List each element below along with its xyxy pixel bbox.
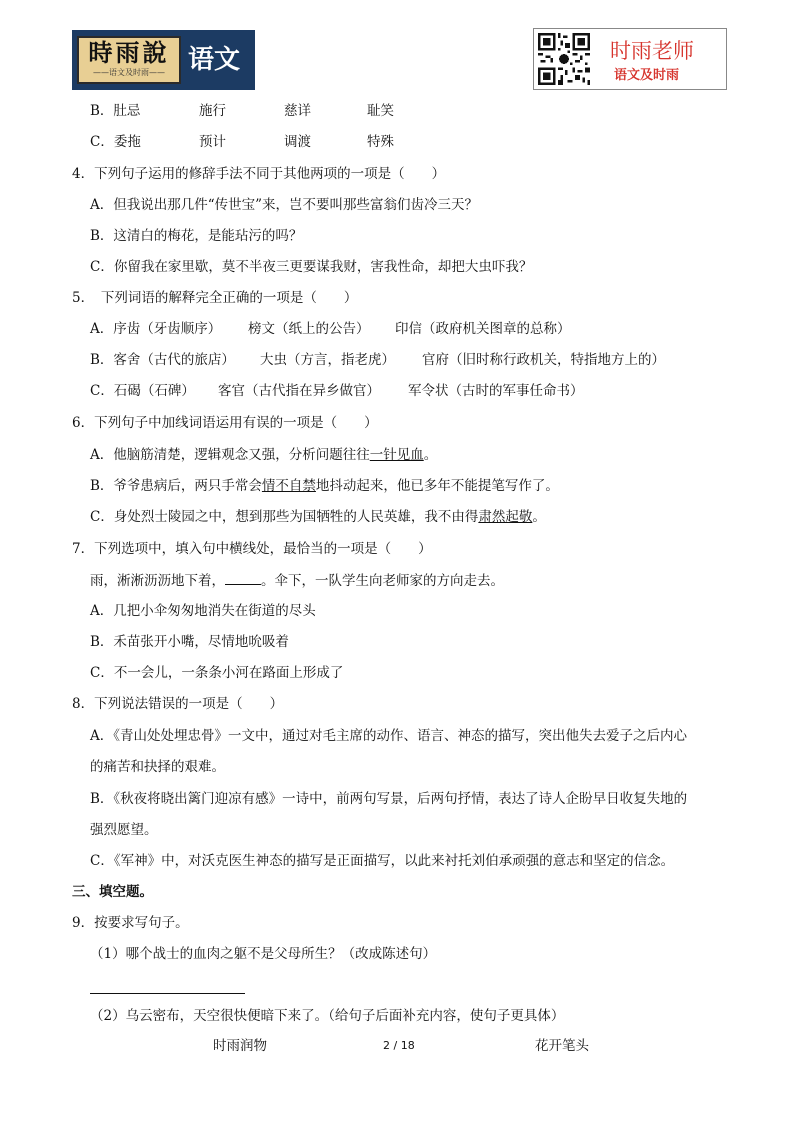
q5-stem: 5． 下列词语的解释完全正确的一项是（ ） — [72, 290, 358, 306]
qr-code-icon — [538, 33, 590, 85]
teacher-badge — [533, 28, 727, 90]
subject-label: 语文 — [188, 45, 241, 75]
q3-option-c-w2: 预计 — [199, 134, 226, 150]
q3-option-b-w1: B．肚忌 — [90, 103, 141, 119]
q7-option-b: B．禾苗张开小嘴，尽情地吮吸着 — [90, 634, 289, 650]
q3-option-b-w2: 施行 — [199, 103, 226, 119]
answer-line[interactable] — [90, 993, 245, 994]
q9-part-1: （1）哪个战士的血肉之躯不是父母所生？（改成陈述句） — [90, 946, 437, 962]
q4-option-a: A．但我说出那几件“传世宝”来，岂不要叫那些富翁们齿冷三天？ — [90, 197, 479, 213]
q8-option-b-line1: B．《秋夜将晓出篱门迎凉有感》一诗中，前两句写景，后两句抒情，表达了诗人企盼早日收复失地的 — [90, 791, 688, 807]
q5-option-a: A．序齿（牙齿顺序） 榜文（纸上的公告） 印信（政府机关图章的总称） — [90, 321, 571, 337]
underlined-term: 一针见血 — [369, 447, 424, 463]
brand-logo-badge — [77, 36, 181, 84]
footer-right: 花开笔头 — [535, 1038, 589, 1054]
q7-option-a: A．几把小伞匆匆地消失在街道的尽头 — [90, 603, 316, 619]
fill-blank[interactable] — [225, 570, 261, 585]
q4-option-c: C．你留我在家里歇，莫不半夜三更要谋我财，害我性命，却把大虫吓我？ — [90, 259, 533, 275]
q8-option-a-line1: A．《青山处处埋忠骨》一文中，通过对毛主席的动作、语言、神态的描写，突出他失去爱子之后内心 — [90, 728, 687, 744]
q3-option-b-w4: 耻笑 — [367, 103, 394, 119]
q8-option-a-line2: 的痛苦和抉择的艰难。 — [90, 759, 225, 775]
q4-stem: 4．下列句子运用的修辞手法不同于其他两项的一项是（ ） — [72, 166, 446, 182]
teacher-slogan: 语文及时雨 — [614, 68, 680, 83]
q7-sentence: 雨，淅淅沥沥地下着， 。伞下，一队学生向老师家的方向走去。 — [90, 570, 504, 591]
q5-option-c: C．石碣（石碑） 客官（古代指在异乡做官） 军令状（古时的军事任命书） — [90, 383, 584, 399]
q7-stem: 7．下列选项中，填入句中横线处，最恰当的一项是（ ） — [72, 541, 432, 557]
q6-option-c: C．身处烈士陵园之中，想到那些为国牺牲的人民英雄，我不由得肃然起敬。 — [90, 509, 546, 525]
underlined-term: 肃然起敬 — [478, 509, 533, 525]
q3-option-c-w4: 特殊 — [367, 134, 394, 150]
teacher-name: 时雨老师 — [610, 39, 694, 63]
brand-logo — [72, 30, 255, 90]
q4-option-b: B．这清白的梅花，是能玷污的吗？ — [90, 228, 303, 244]
q6-option-a: A．他脑筋清楚，逻辑观念又强，分析问题往往一针见血。 — [90, 447, 438, 463]
section-heading: 三、填空题。 — [72, 884, 153, 900]
q3-option-b — [90, 101, 394, 121]
q7-option-c: C．不一会儿，一条条小河在路面上形成了 — [90, 665, 344, 681]
brand-logo-title: 時雨說 — [88, 38, 170, 67]
q3-option-c-w1: C．委拖 — [90, 134, 141, 150]
underlined-term: 情不自禁 — [261, 478, 316, 494]
q3-option-b-w3: 慈详 — [284, 103, 311, 119]
q8-option-b-line2: 强烈愿望。 — [90, 822, 158, 838]
q9-part-2: （2）乌云密布，天空很快便暗下来了。（给句子后面补充内容，使句子更具体） — [90, 1008, 565, 1024]
q5-option-b: B．客舍（古代的旅店） 大虫（方言，指老虎） 官府（旧时称行政机关，特指地方上的） — [90, 352, 665, 368]
q6-option-b: B．爷爷患病后，两只手常会情不自禁地抖动起来，他已多年不能提笔写作了。 — [90, 478, 559, 494]
brand-logo-tagline: ——语文及时雨—— — [93, 68, 165, 77]
q9-stem: 9．按要求写句子。 — [72, 915, 189, 931]
q3-option-c — [90, 132, 394, 152]
footer-left: 时雨润物 — [213, 1038, 267, 1054]
q3-option-c-w3: 调渡 — [284, 134, 311, 150]
q6-stem: 6．下列句子中加线词语运用有误的一项是（ ） — [72, 415, 378, 431]
q8-stem: 8．下列说法错误的一项是（ ） — [72, 696, 284, 712]
page-number: 2 / 18 — [383, 1039, 415, 1052]
q8-option-c: C．《军神》中，对沃克医生神态的描写是正面描写，以此来衬托刘伯承顽强的意志和坚定的信念。 — [90, 853, 675, 869]
